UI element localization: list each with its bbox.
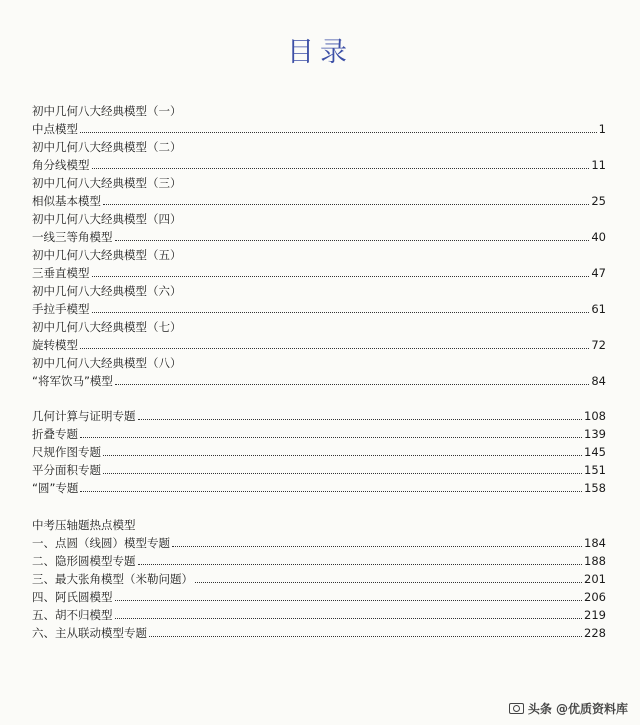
toc-label: 一线三等角模型 [32, 230, 113, 244]
toc-entry [32, 604, 606, 622]
toc-label: 中点模型 [32, 122, 78, 136]
dot-leader [80, 491, 582, 492]
toc-label: 中考压轴题热点模型 [32, 518, 136, 532]
toc-label: 角分线模型 [32, 158, 90, 172]
toc-label: “将军饮马”模型 [32, 374, 113, 388]
toc-label: 初中几何八大经典模型（六） [32, 284, 182, 298]
toc-entry [32, 190, 606, 208]
camera-icon [509, 703, 524, 714]
toc-label: 初中几何八大经典模型（七） [32, 320, 182, 334]
dot-leader [103, 473, 582, 474]
toc-label: 四、阿氏圆模型 [32, 590, 113, 604]
dot-leader [115, 384, 589, 385]
toc-label: 五、胡不归模型 [32, 608, 113, 622]
toc-entry [32, 154, 606, 172]
toc-label: 旋转模型 [32, 338, 78, 352]
dot-leader [103, 455, 582, 456]
toc-page-number: 11 [591, 158, 606, 172]
toc-entry [32, 262, 606, 280]
toc-heading [32, 316, 606, 334]
toc-page-number: 40 [591, 230, 606, 244]
toc-label: 一、点圆（线圆）模型专题 [32, 536, 170, 550]
watermark-text: 头条 @优质资料库 [527, 702, 628, 716]
toc-entry [32, 532, 606, 550]
toc-entry [32, 441, 606, 459]
toc-label: 平分面积专题 [32, 463, 101, 477]
toc-entry [32, 405, 606, 423]
dot-leader [92, 276, 590, 277]
toc-label: “圆”专题 [32, 481, 79, 495]
toc-label: 初中几何八大经典模型（八） [32, 356, 182, 370]
toc-label: 相似基本模型 [32, 194, 101, 208]
toc-heading [32, 352, 606, 370]
toc-entry [32, 118, 606, 136]
toc-page-number: 228 [584, 626, 606, 640]
dot-leader [115, 618, 583, 619]
dot-leader [115, 240, 590, 241]
toc-page-number: 108 [584, 409, 606, 423]
toc-entry [32, 226, 606, 244]
watermark [509, 700, 628, 717]
toc-label: 尺规作图专题 [32, 445, 101, 459]
toc-page-number: 219 [584, 608, 606, 622]
dot-leader [80, 437, 582, 438]
dot-leader [138, 564, 583, 565]
toc-entry [32, 423, 606, 441]
toc-page-number: 47 [591, 266, 606, 280]
dot-leader [115, 600, 583, 601]
toc-label: 几何计算与证明专题 [32, 409, 136, 423]
toc-label: 六、主从联动模型专题 [32, 626, 147, 640]
toc-page-number: 25 [591, 194, 606, 208]
toc-heading [32, 208, 606, 226]
toc-label: 手拉手模型 [32, 302, 90, 316]
toc-entry [32, 550, 606, 568]
toc-label: 初中几何八大经典模型（四） [32, 212, 182, 226]
toc-page-number: 158 [584, 481, 606, 495]
toc-heading [32, 280, 606, 298]
toc-label: 二、隐形圆模型专题 [32, 554, 136, 568]
dot-leader [80, 132, 597, 133]
toc-page-number: 184 [584, 536, 606, 550]
toc-page-number: 84 [591, 374, 606, 388]
toc-page-number: 145 [584, 445, 606, 459]
toc-entry [32, 334, 606, 352]
toc-heading [32, 514, 606, 532]
toc-entry [32, 477, 606, 495]
toc-entry [32, 298, 606, 316]
dot-leader [92, 168, 590, 169]
dot-leader [103, 204, 589, 205]
toc-entry [32, 459, 606, 477]
toc-label: 初中几何八大经典模型（二） [32, 140, 182, 154]
toc-entry [32, 586, 606, 604]
toc-page-number: 151 [584, 463, 606, 477]
dot-leader [92, 312, 590, 313]
dot-leader [80, 348, 589, 349]
toc-page-number: 61 [591, 302, 606, 316]
dot-leader [149, 636, 582, 637]
toc-entry [32, 568, 606, 586]
toc-page-number: 201 [584, 572, 606, 586]
dot-leader [172, 546, 582, 547]
toc-page-number: 139 [584, 427, 606, 441]
toc-label: 初中几何八大经典模型（一） [32, 104, 182, 118]
toc-label: 三、最大张角模型（米勒问题） [32, 572, 193, 586]
toc-label: 折叠专题 [32, 427, 78, 441]
toc-heading [32, 136, 606, 154]
toc-page-number: 1 [598, 122, 606, 136]
toc-page-number: 206 [584, 590, 606, 604]
toc-heading [32, 244, 606, 262]
dot-leader [138, 419, 583, 420]
toc-label: 三垂直模型 [32, 266, 90, 280]
toc-heading [32, 172, 606, 190]
toc-page-number: 72 [591, 338, 606, 352]
toc-label: 初中几何八大经典模型（五） [32, 248, 182, 262]
toc-entry [32, 370, 606, 388]
toc-label: 初中几何八大经典模型（三） [32, 176, 182, 190]
toc-page-number: 188 [584, 554, 606, 568]
page-title: 目录 [287, 37, 353, 68]
toc-entry [32, 622, 606, 640]
dot-leader [195, 582, 582, 583]
toc-heading [32, 100, 606, 118]
